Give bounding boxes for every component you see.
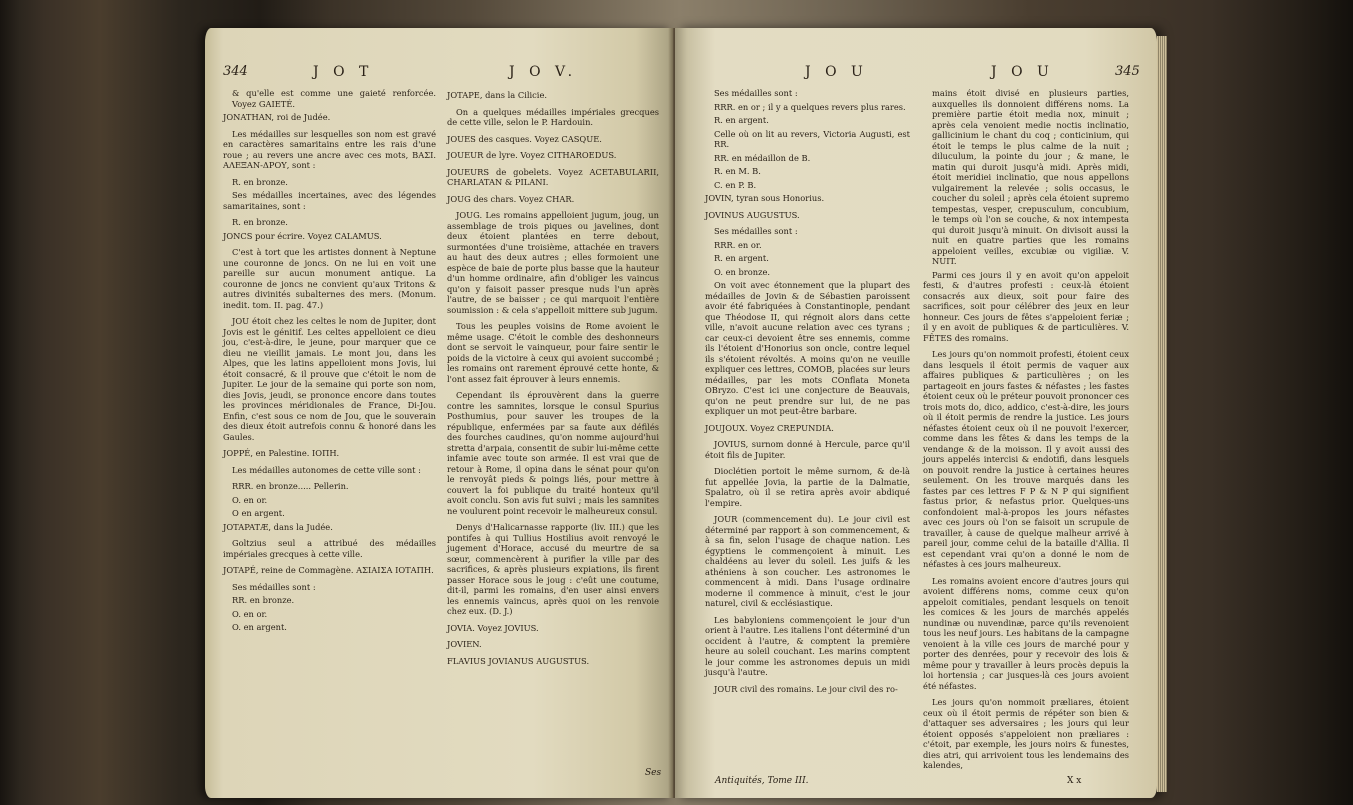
entry-heading: JOTAPÉ, reine de Commagène. ΑΣΙΑΙΣΑ ΙΟΤΑΠΗ.	[223, 565, 434, 575]
page-edges	[1157, 36, 1167, 792]
catchword: Ses	[645, 768, 662, 778]
entry-heading: JOUJOUX. Voyez CREPUNDIA.	[705, 422, 834, 433]
entry-heading: JOUG des chars. Voyez CHAR.	[447, 193, 575, 204]
right-column-2	[923, 88, 1129, 773]
text-paragraph: Parmi ces jours il y en avoit qu'on appeloit festi, & d'autres profesti : ceux-là étoient consacrés aux dieux, soit pour faire des sacrifices, soit pour célébrer des jeux en leur honneur. Ces jours de fêtes s'appeloient feriæ ; il y en avoit de publiques & de particulières. V. FÊTES des romains.	[923, 269, 1129, 343]
right-head-word-2: J O U	[991, 64, 1054, 80]
right-column-1	[705, 88, 910, 773]
text-paragraph: R. en M. B.	[714, 166, 761, 176]
text-paragraph: On voit avec étonnement que la plupart des médailles de Jovin & de Sébastien paroissent avoir été fabriquées à Constantinople, pendant que Théodose II, qui régnoit alors dans cette ville, n'avoit aucune relation avec ces tyrans ; car ceux-ci devoient être ses ennemis, comme ils l'étoient d'Honorius son oncle, contre lequel ils s'étoient révoltés. A moins qu'on ne veuille expliquer ces lettres, COMOB, placées sur leurs médailles, par les mots COnflata Moneta OBryzo. C'est ici une conjecture de Beauvais, qu'on ne peut prendre sur lui, de ne pas expliquer un mot peut-être barbare.	[705, 280, 910, 416]
entry-heading: JOVIEN.	[447, 639, 482, 649]
text-paragraph: O. en or.	[232, 494, 268, 505]
text-paragraph: O. en argent.	[232, 622, 287, 632]
text-paragraph: JOUG. Les romains appelloient jugum, joug, un assemblage de trois piques ou javelines, dont deux étoient plantées en terre debout, surmontées d'une troisième, attachée en travers au haut des deux autres ; elles formoient une espèce de baie de porte plus basse que la hauteur d'un homme ordinaire, afin d'obliger les vaincus qu'on y faisoit passer presque nuds l'un après l'autre, de se baisser ; ce qui marquoit l'entière soumission : & cela s'appelloit mittere sub jugum.	[447, 210, 659, 315]
right-head-word-1: J O U	[805, 64, 868, 80]
text-paragraph: JOUR civil des romains. Le jour civil des ro-	[714, 683, 898, 694]
text-paragraph: RR. en bronze.	[232, 595, 295, 605]
entry-heading: JOUES des casques. Voyez CASQUE.	[447, 133, 602, 144]
text-paragraph: Ses médailles sont :	[714, 226, 798, 236]
text-paragraph: R. en bronze.	[232, 217, 288, 227]
text-paragraph: O. en or.	[232, 608, 268, 619]
entry-heading: JOVINUS AUGUSTUS.	[705, 209, 800, 220]
text-paragraph: RRR. en or ; il y a quelques revers plus rares.	[714, 101, 906, 112]
footer-title: Antiquités, Tome III.	[715, 776, 809, 786]
text-paragraph: O. en bronze.	[714, 266, 771, 277]
entry-heading: JOVIA. Voyez JOVIUS.	[447, 622, 539, 633]
text-paragraph: JOU étoit chez les celtes le nom de Jupiter, dont Jovis est le génitif. Les celtes appelloient ce dieu jou, c'est-à-dire, le jeune, pour marquer que ce dieu ne vieillit jamais. Le mont jou, dans les Alpes, que les latins appelloient mons Jovis, lui étoit consacré, & il prouve que c'étoit le nom de Jupiter. Le jour de la semaine qui porte son nom, dies Jovis, jeudi, se prononce encore dans toutes les provinces méridionales de France, Di-Jou. Enfin, c'est sous ce nom de Jou, que le souverain des dieux étoit autrefois connu & honoré dans les Gaules.	[223, 316, 436, 442]
text-paragraph: Dioclétien portoit le même surnom, & de-là fut appellée Jovia, la partie de la Dalmatie, Spalatro, où il se retira après avoir abdiqué l'empire.	[705, 466, 910, 508]
text-paragraph: JOVIUS, surnom donné à Hercule, parce qu'il étoit fils de Jupiter.	[705, 439, 910, 460]
text-paragraph: O en argent.	[232, 508, 285, 518]
left-head-word-2: J O V.	[509, 64, 578, 80]
text-paragraph: C'est à tort que les artistes donnent à Neptune une couronne de joncs. On ne lui en voit une pareille sur aucun monument antique. La couronne de joncs ne convient qu'aux Tritons & autres divinités subalternes des mers. (Monum. inedit. tom. II. pag. 47.)	[223, 247, 436, 310]
text-paragraph: & qu'elle est comme une gaieté renforcée. Voyez GAIETÉ.	[232, 88, 436, 109]
text-paragraph: RRR. en bronze..... Pellerin.	[232, 481, 349, 491]
signature-mark: X x	[1067, 776, 1082, 786]
entry-heading: JOTAPE, dans la Cilicie.	[447, 90, 548, 100]
text-paragraph: C. en P. B.	[714, 179, 757, 190]
text-paragraph: Ses médailles incertaines, avec des légendes samaritaines, sont :	[223, 190, 436, 211]
text-paragraph: Celle où on lit au revers, Victoria Augusti, est RR.	[714, 128, 910, 149]
entry-heading: JOTAPATÆ, dans la Judée.	[223, 521, 333, 532]
left-column-2	[447, 88, 659, 768]
left-running-head	[205, 64, 673, 86]
entry-heading: FLAVIUS JOVIANUS AUGUSTUS.	[447, 655, 590, 666]
text-paragraph: Ses médailles sont :	[232, 581, 316, 592]
left-page-number: 344	[223, 64, 248, 79]
right-running-head	[675, 64, 1157, 86]
entry-heading: JONCS pour écrire. Voyez CALAMUS.	[223, 230, 382, 241]
text-paragraph: Ses médailles sont :	[714, 88, 798, 98]
entry-heading: JOUEURS de gobelets. Voyez ACETABULARII, CHARLATAN & PILANI.	[447, 166, 659, 187]
text-paragraph: Les jours qu'on nommoit præliares, étoient ceux où il étoit permis de répéter son bien & d'attaquer ses adversaires ; les jours qui leur étoient opposés s'appeloient non præliares : c'étoit, par exemple, les jours noirs & funestes, dies atri, qui arrivoient tous les lendemains des kalendes,	[923, 697, 1129, 770]
text-paragraph: R. en argent.	[714, 253, 769, 263]
text-paragraph: Cependant ils éprouvèrent dans la guerre contre les samnites, lorsque le consul Spurius Posthumius, pour sauver les troupes de la république, enfermées par sa faute aux défilés des fourches caudines, qu'on nomme aujourd'hui stretta d'arpaia, consentit de subir lui-même cette infamie avec toute son armée. Il est vrai que de retour à Rome, il opina dans le sénat pour qu'on le renvoyât pieds & poings liés, pour mettre à couvert la foi publique du traité honteux qu'il avoit conclu. Son avis fut suivi ; mais les samnites ne voulurent point recevoir le malheureux consul.	[447, 390, 659, 516]
text-paragraph: Les romains avoient encore d'autres jours qui avoient différens noms, comme ceux qu'on appeloit comitiales, pendant lesquels on tenoit les comices & les jours de marchés appelés nundinæ ou nuvendinæ, parce qu'ils revenoient tous les neuf jours. Les habitans de la campagne venoient à la ville ces jours de marché pour y porter des denrées, pour y recevoir des lois & même pour y travailler à leurs procès depuis la loi hortensia ; car jusques-là ces jours avoient été néfastes.	[923, 575, 1129, 691]
text-paragraph: R. en argent.	[714, 115, 769, 125]
text-paragraph: Les médailles autonomes de cette ville sont :	[232, 464, 421, 475]
left-column-1	[223, 88, 436, 788]
text-paragraph: Goltzius seul a attribué des médailles impériales grecques à cette ville.	[223, 538, 436, 559]
text-paragraph: JOUR (commencement du). Le jour civil est déterminé par rapport à son commencement, & à sa fin, selon l'usage de chaque nation. Les égyptiens le commençoient à minuit. Les chaldéens au lever du soleil. Les juifs & les athéniens à son coucher. Les astronomes le commencent à midi. Dans l'usage ordinaire moderne il commence à minuit, c'est le jour naturel, civil & ecclésiastique.	[705, 514, 910, 608]
text-paragraph: mains étoit divisé en plusieurs parties, auxquelles ils donnoient différens noms. La première partie étoit media nox, minuit ; après cela venoient medie noctis inclinatio, gallicinium le chant du coq ; conticinium, qui étoit le temps le plus calme de la nuit ; diluculum, la pointe du jour ; & mane, le matin qui duroit jusqu'à midi. Après midi, étoit meridiei inclinatio, que nous appellons vulgairement la relevée ; solis occasus, le coucher du soleil ; après cela étoient supremo tempestas, vesper, crepusculum, concubium, le temps où l'on se couche, & nox intempesta qui duroit jusqu'à minuit. On divisoit aussi la nuit en quatre parties que les romains appeloient veilles, excubiæ ou vigiliæ. V. NUIT.	[932, 88, 1129, 266]
right-page-number: 345	[1115, 64, 1140, 79]
text-paragraph: On a quelques médailles impériales grecques de cette ville, selon le P. Hardouin.	[447, 106, 659, 127]
text-paragraph: Les jours qu'on nommoit profesti, étoient ceux dans lesquels il étoit permis de vaquer aux affaires publiques & particulières ; on les partageoit en jours fastes & néfastes ; les fastes étoient ceux où le préteur pouvoit prononcer ces trois mots do, dico, addico, c'est-à-dire, les jours où il étoit permis de rendre la justice. Les jours néfastes étoient ceux où il ne pouvoit l'exercer, comme dans les fêtes & dans les temps de la vendange & de la moisson. Il y avoit aussi des jours appelés intercisi & endotifi, dans lesquels on pouvoit rendre la justice à certaines heures seulement. On les trouve marqués dans les fastes par ces lettres F P & N P qui signifient fastus prior, & nefastus prior. Quelques-uns confondoient mal-à-propos les jours néfastes avec ces jours où l'on se faisoit un scrupule de travailler, à cause de quelque malheur arrivé à pareil jour, comme celui de la bataille d'Allia. Il est cependant vrai qu'on a donné le nom de néfastes à ces jours malheureux.	[923, 349, 1129, 569]
right-page	[675, 28, 1157, 798]
left-head-word-1: J O T	[313, 64, 374, 80]
text-paragraph: Les babyloniens commençoient le jour d'un orient à l'autre. Les italiens l'ont déterminé d'un occident à l'autre, & comptent la première heure au soleil couchant. Les marins comptent le jour comme les astronomes depuis un midi jusqu'à l'autre.	[705, 614, 910, 677]
text-paragraph: Denys d'Halicarnasse rapporte (liv. III.) que les pontifes à qui Tullius Hostilius avoit renvoyé le jugement d'Horace, accusé du meurtre de sa sœur, commencèrent à purifier la ville par des sacrifices, & après plusieurs expiations, ils firent passer Horace sous le joug : c'eût une coutume, dit-il, parmi les romains, d'en user ainsi envers les ennemis vaincus, après quoi on les renvoie chez eux. (D. J.)	[447, 522, 659, 616]
left-page	[205, 28, 673, 798]
text-paragraph: Les médailles sur lesquelles son nom est gravé en caractères samaritains entre les rais d'une roue ; au revers une ancre avec ces mots, BAΣI. AΛEΞAN-ΔΡΟΥ, sont :	[223, 128, 436, 170]
entry-heading: JOUEUR de lyre. Voyez CITHAROEDUS.	[447, 150, 617, 160]
text-paragraph: RRR. en or.	[714, 239, 762, 250]
entry-heading: JOVIN, tyran sous Honorius.	[705, 193, 825, 203]
entry-heading: JOPPÉ, en Palestine. ΙΟΠΗ.	[223, 448, 340, 458]
text-paragraph: R. en bronze.	[232, 176, 288, 187]
entry-heading: JONATHAN, roi de Judée.	[223, 112, 331, 122]
text-paragraph: Tous les peuples voisins de Rome avoient le même usage. C'étoit le comble des deshonneurs dont se servoit le vainqueur, pour faire sentir le poids de la victoire à ceux qui avoient succombé ; les romains ont rarement éprouvé cette honte, & l'ont assez fait éprouver à leurs ennemis.	[447, 321, 659, 384]
text-paragraph: RR. en médaillon de B.	[714, 152, 811, 163]
